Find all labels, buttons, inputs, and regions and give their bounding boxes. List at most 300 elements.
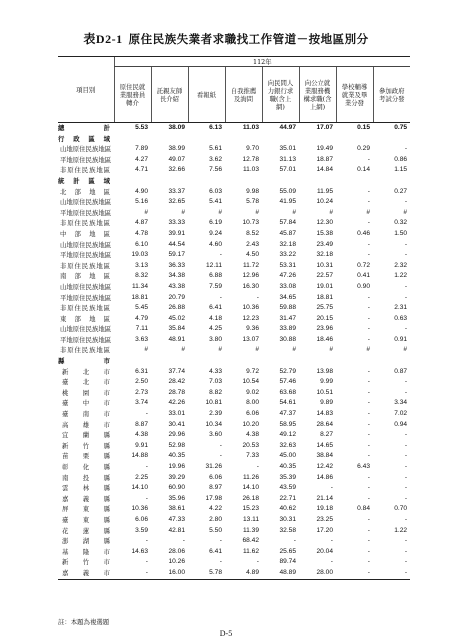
table-cell: - [367, 420, 370, 428]
table-row [58, 144, 410, 155]
table-cell: 13.98 [316, 367, 333, 375]
table-cell: 9.02 [246, 388, 259, 396]
table-cell: - [367, 441, 370, 449]
table-cell: 8.82 [209, 388, 222, 396]
row-label: 東部地區 [60, 314, 110, 323]
table-cell: 2.25 [135, 473, 148, 481]
table-cell [151, 134, 188, 145]
table-row [58, 377, 410, 388]
table-cell: 26.18 [242, 494, 259, 502]
row-label: 非原住民族地區 [60, 166, 110, 175]
table-cell: - [367, 399, 370, 407]
table-cell: # [144, 208, 148, 216]
row-label: 山地原住民族地區 [60, 325, 112, 334]
table-cell: 29.96 [168, 431, 185, 439]
table-row [58, 536, 410, 547]
table-cell [373, 134, 410, 145]
table-cell: - [367, 293, 370, 301]
table-cell: 49.07 [168, 155, 185, 163]
row-label: 平地原住民族地區 [60, 335, 112, 344]
table-cell: 18.87 [316, 155, 333, 163]
table-cell: - [367, 473, 370, 481]
table-cell: 10.81 [205, 399, 222, 407]
row-label: 屏東縣 [62, 505, 110, 514]
table-cell: 43.38 [168, 282, 185, 290]
table-cell: 3.34 [394, 399, 408, 407]
table-cell: - [404, 452, 408, 460]
table-row [58, 176, 410, 187]
table-cell: 10.31 [316, 261, 333, 269]
table-cell: 39.91 [168, 229, 185, 237]
table-cell: 36.33 [168, 261, 185, 269]
table-cell: - [219, 441, 222, 449]
table-cell: 68.42 [242, 537, 259, 545]
table-cell [299, 176, 336, 187]
table-cell: # [292, 208, 296, 216]
table-cell: 0.86 [394, 155, 408, 163]
table-cell: 0.15 [357, 124, 370, 131]
table-row [58, 526, 410, 537]
table-cell: 1.22 [394, 526, 408, 534]
table-cell: 23.25 [316, 515, 333, 523]
table-cell: 32.66 [168, 166, 185, 174]
table-cell: - [404, 325, 408, 333]
table-cell: - [373, 568, 410, 579]
table-cell: 0.72 [357, 261, 370, 269]
row-label: 平地原住民族地區 [60, 208, 112, 217]
table-cell: 35.01 [279, 145, 296, 153]
table-cell: 8.32 [135, 272, 148, 280]
table-cell: 11.95 [316, 187, 333, 195]
table-row [58, 473, 410, 484]
table-cell: 47.37 [279, 410, 296, 418]
table-cell: 12.78 [242, 155, 259, 163]
table-cell: - [404, 388, 408, 396]
table-cell: 4.87 [135, 219, 148, 227]
table-cell: 20.04 [316, 547, 333, 555]
table-cell: - [367, 187, 370, 195]
table-cell: 5.50 [209, 526, 222, 534]
table-cell: # [292, 346, 296, 354]
table-cell: 63.68 [279, 388, 296, 396]
table-row [58, 462, 410, 473]
table-row [58, 123, 410, 134]
table-cell: - [145, 463, 148, 470]
table-cell: 8.00 [246, 399, 259, 407]
row-label: 平地原住民族地區 [60, 293, 112, 302]
row-label: 臺南市 [62, 410, 110, 419]
table-cell: - [219, 452, 222, 460]
table-cell: 32.58 [279, 526, 296, 534]
table-cell: 23.96 [316, 325, 333, 333]
table-cell: 0.75 [394, 124, 408, 131]
table-cell: 34.65 [279, 293, 296, 301]
table-cell: - [404, 547, 408, 555]
table-cell: - [404, 251, 408, 259]
row-label: 總 計 [58, 124, 110, 132]
table-cell: 49.12 [279, 431, 296, 439]
column-header: 學校輔導就業及畢業分發 [336, 67, 373, 123]
row-label: 非原住民族地區 [60, 346, 110, 355]
table-cell: 33.01 [168, 410, 185, 418]
table-cell: 20.53 [242, 441, 259, 449]
row-label: 山地原住民族地區 [60, 145, 112, 154]
table-cell: # [181, 346, 185, 354]
table-cell: 11.03 [242, 124, 259, 131]
table-cell: 3.63 [135, 335, 148, 343]
table-cell: 18.81 [316, 293, 333, 301]
table-row [58, 515, 410, 526]
table-cell: 4.71 [135, 166, 148, 174]
table-cell: 58.95 [279, 420, 296, 428]
table-cell: 20.79 [168, 293, 185, 301]
table-title-text: 原住民族失業者求職找工作管道－按地區別分 [128, 32, 369, 46]
table-cell: 7.03 [209, 378, 222, 386]
table-cell: 10.34 [205, 420, 222, 428]
table-cell: 2.80 [209, 515, 222, 523]
row-label: 花蓮縣 [62, 526, 110, 535]
table-cell: - [256, 293, 259, 301]
table-cell: 14.88 [131, 452, 148, 460]
table-cell: - [219, 537, 222, 545]
row-label: 苗栗縣 [62, 452, 110, 461]
table-row [58, 250, 410, 261]
table-cell: 55.09 [279, 187, 296, 195]
table-cell: - [367, 240, 370, 248]
table-cell: 7.33 [246, 452, 259, 460]
table-cell [336, 134, 373, 145]
table-cell: 33.89 [279, 325, 296, 333]
table-cell: 6.03 [209, 187, 222, 195]
table-cell: 35.96 [168, 494, 185, 502]
table-row [58, 367, 410, 378]
table-cell: 30.41 [168, 420, 185, 428]
table-cell: 9.72 [246, 367, 259, 375]
table-cell: 32.65 [168, 198, 185, 206]
table-cell: 35.39 [279, 473, 296, 481]
table-cell: 8.97 [209, 484, 222, 492]
table-row [58, 441, 410, 452]
table-row [58, 324, 410, 335]
table-cell: 10.20 [242, 420, 259, 428]
table-row [58, 155, 410, 166]
table-cell: - [367, 494, 370, 502]
table-cell: - [367, 515, 370, 523]
table-cell: - [256, 558, 259, 566]
table-cell: 6.06 [209, 473, 222, 481]
table-cell: 42.26 [168, 399, 185, 407]
table-cell: - [145, 410, 148, 418]
table-cell: # [329, 346, 333, 354]
table-row [58, 261, 410, 272]
table-cell: 5.45 [135, 304, 148, 312]
table-cell: - [367, 558, 370, 566]
table-cell: 45.02 [168, 314, 185, 322]
row-label: 臺北市 [62, 378, 110, 387]
row-label: 新竹市 [62, 558, 110, 567]
table-cell: 15.38 [316, 229, 333, 237]
table-cell [225, 356, 262, 367]
table-cell: 6.19 [209, 219, 222, 227]
column-header: 向公立就業服務機構求職(含上網) [299, 67, 336, 123]
table-cell [373, 356, 410, 367]
row-label: 中部地區 [60, 229, 110, 238]
table-cell: - [404, 145, 408, 153]
table-cell: - [404, 240, 408, 248]
table-row [58, 240, 410, 251]
row-label: 非原住民族地區 [60, 219, 110, 228]
table-cell [299, 356, 336, 367]
table-cell: - [367, 314, 370, 322]
table-cell: 34.38 [168, 272, 185, 280]
table-cell: 39.29 [168, 473, 185, 481]
row-label: 臺中市 [62, 399, 110, 408]
table-cell: - [404, 558, 408, 566]
table-cell: 7.89 [135, 145, 148, 153]
table-cell: 13.11 [242, 515, 259, 523]
table-cell: - [404, 378, 408, 386]
table-cell: - [256, 463, 259, 470]
table-row [58, 451, 410, 462]
table-cell: 10.73 [242, 219, 259, 227]
table-cell: 57.84 [279, 219, 296, 227]
table-cell: 23.49 [316, 240, 333, 248]
table-cell [373, 176, 410, 187]
row-label: 高雄市 [62, 420, 110, 429]
table-cell: 2.39 [209, 410, 222, 418]
table-cell: 31.47 [279, 314, 296, 322]
table-cell: 32.63 [279, 441, 296, 449]
table-cell: 7.56 [209, 166, 222, 174]
table-cell: 15.23 [242, 505, 259, 513]
row-label: 澎湖縣 [62, 537, 110, 546]
table-cell: - [367, 304, 370, 312]
table-cell: 4.89 [225, 568, 262, 579]
table-row [58, 568, 410, 579]
table-row [58, 547, 410, 558]
row-label: 嘉義縣 [62, 494, 110, 503]
table-cell: 42.81 [168, 526, 185, 534]
table-cell [336, 356, 373, 367]
row-label: 縣 市 [58, 357, 110, 366]
table-cell: 33.22 [279, 251, 296, 259]
table-cell: 40.62 [279, 505, 296, 513]
table-cell: 14.63 [131, 547, 148, 555]
table-cell: - [367, 367, 370, 375]
table-cell: 19.01 [316, 282, 333, 290]
table-cell: 10.36 [131, 505, 148, 513]
table-cell: 4.25 [209, 325, 222, 333]
table-cell: 11.62 [242, 547, 259, 555]
table-cell: 14.86 [316, 473, 333, 481]
table-cell: - [367, 335, 370, 343]
table-cell: 17.20 [316, 526, 333, 534]
table-cell: 32.18 [316, 251, 333, 259]
table-cell: 28.00 [299, 568, 336, 579]
table-cell: 11.03 [242, 166, 259, 174]
table-cell: 4.33 [209, 367, 222, 375]
table-cell: - [367, 410, 370, 418]
table-cell: 40.35 [279, 463, 296, 470]
row-label: 嘉義市 [58, 568, 114, 579]
table-cell: - [404, 515, 408, 523]
table-cell: 6.41 [209, 304, 222, 312]
table-cell: 7.59 [209, 282, 222, 290]
table-cell: 4.27 [135, 155, 148, 163]
row-label: 非原住民族地區 [60, 304, 110, 313]
table-cell: 10.26 [168, 558, 185, 566]
table-cell: - [330, 484, 333, 492]
table-cell: 6.06 [135, 515, 148, 523]
table-row [58, 504, 410, 515]
column-header: 原住民就業服務員轉介 [114, 67, 151, 123]
table-cell: 7.02 [394, 410, 408, 418]
column-header: 向民間人力銀行求職(含上網) [262, 67, 299, 123]
table-cell: - [367, 484, 370, 492]
table-cell: 16.30 [242, 282, 259, 290]
table-cell: # [255, 208, 259, 216]
table-row [58, 409, 410, 420]
row-label: 宜蘭縣 [62, 431, 110, 440]
row-label: 南部地區 [60, 272, 110, 281]
row-label: 山地原住民族地區 [60, 282, 112, 291]
table-cell: 19.49 [316, 145, 333, 153]
table-cell: 16.00 [151, 568, 188, 579]
table-cell: 6.13 [209, 124, 222, 131]
table-cell [262, 134, 299, 145]
table-cell: 8.52 [246, 229, 259, 237]
table-cell: 18.81 [131, 293, 148, 301]
table-row [58, 483, 410, 494]
table-cell: 48.89 [262, 568, 299, 579]
table-cell: - [336, 568, 373, 579]
table-cell: # [218, 346, 222, 354]
table-cell [114, 356, 151, 367]
column-header: 參加政府考試分發 [373, 67, 410, 123]
table-cell: 17.07 [316, 124, 333, 131]
table-cell: 0.46 [357, 229, 370, 237]
table-cell: 19.18 [316, 505, 333, 513]
table-cell: - [404, 441, 408, 449]
table-cell [262, 356, 299, 367]
table-row [58, 165, 410, 176]
table-cell: 0.84 [357, 505, 370, 513]
table-cell: 0.63 [394, 314, 408, 322]
table-cell: 12.23 [242, 314, 259, 322]
table-cell: - [219, 293, 222, 301]
table-cell: 0.29 [357, 145, 370, 153]
table-cell: 3.60 [209, 431, 222, 439]
table-cell: - [404, 198, 408, 206]
table-row [58, 229, 410, 240]
row-header: 項目別 [58, 57, 114, 123]
table-cell: 52.79 [279, 367, 296, 375]
table-row [58, 293, 410, 304]
table-cell: 2.50 [135, 378, 148, 386]
table-cell: - [404, 494, 408, 502]
table-cell: 9.89 [320, 399, 333, 407]
table-cell: 37.74 [168, 367, 185, 375]
table-cell [299, 134, 336, 145]
table-cell: 22.71 [279, 494, 296, 502]
table-cell: 28.42 [168, 378, 185, 386]
table-cell: 47.26 [279, 272, 296, 280]
table-cell: # [366, 208, 370, 216]
table-cell: 10.24 [316, 198, 333, 206]
table-row [58, 356, 410, 367]
table-cell: 22.57 [316, 272, 333, 280]
table-cell: 12.42 [316, 463, 333, 470]
table-cell: 4.60 [209, 240, 222, 248]
table-cell: 5.78 [188, 568, 225, 579]
table-cell: 43.59 [279, 484, 296, 492]
table-cell: - [219, 558, 222, 566]
table-cell: - [367, 378, 370, 386]
table-cell: 54.61 [279, 399, 296, 407]
table-cell: 14.83 [316, 410, 333, 418]
table-cell: - [367, 325, 370, 333]
table-cell: 4.22 [209, 505, 222, 513]
row-label: 新竹縣 [62, 441, 110, 450]
table-row [58, 398, 410, 409]
table-cell [151, 356, 188, 367]
table-cell: # [366, 346, 370, 354]
table-cell: # [255, 346, 259, 354]
table-cell: 14.65 [316, 441, 333, 449]
table-cell: 3.59 [135, 526, 148, 534]
table-cell: 38.61 [168, 505, 185, 513]
table-title [0, 30, 452, 47]
table-cell: 44.97 [279, 124, 296, 131]
table-cell: 48.91 [168, 335, 185, 343]
table-cell: - [145, 537, 148, 545]
table-cell: - [330, 558, 333, 566]
table-cell: 11.39 [242, 526, 259, 534]
table-cell [114, 134, 151, 145]
table-cell: - [404, 293, 408, 301]
table-cell: 2.32 [394, 261, 408, 269]
table-cell: 10.54 [242, 378, 259, 386]
table-cell: 6.41 [209, 547, 222, 555]
table-cell: 0.41 [357, 272, 370, 280]
table-cell [225, 134, 262, 145]
table-cell: 12.30 [316, 219, 333, 227]
table-row [58, 420, 410, 431]
table-cell: 9.98 [246, 187, 259, 195]
table-cell: 18.46 [316, 335, 333, 343]
table-cell: 57.01 [279, 166, 296, 174]
table-cell: 6.06 [246, 410, 259, 418]
table-cell: 28.64 [316, 420, 333, 428]
table-cell: 19.03 [131, 251, 148, 259]
table-cell: 4.50 [246, 251, 259, 259]
table-cell: 0.91 [394, 335, 408, 343]
table-cell: 31.26 [205, 463, 222, 470]
table-cell: 38.84 [316, 452, 333, 460]
table-cell: 25.75 [316, 304, 333, 312]
table-cell: 30.31 [279, 515, 296, 523]
table-row [58, 557, 410, 568]
row-label: 非原住民族地區 [60, 261, 110, 270]
table-cell: - [219, 251, 222, 259]
table-cell: 9.99 [320, 378, 333, 386]
table-cell: - [145, 494, 148, 502]
table-cell: - [367, 452, 370, 460]
table-cell: 3.13 [135, 261, 148, 269]
table-cell: - [404, 473, 408, 481]
table-cell: 5.78 [246, 198, 259, 206]
table-cell: 44.54 [168, 240, 185, 248]
